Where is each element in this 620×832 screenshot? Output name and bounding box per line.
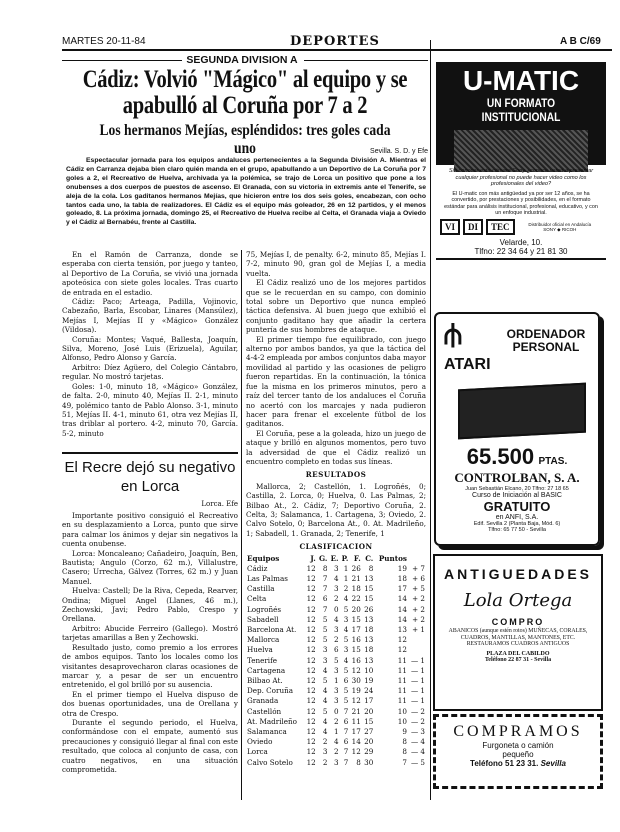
distributor-text: Distribuidor oficial en Andalucía: [528, 221, 592, 227]
table-cell: 16: [351, 655, 361, 665]
table-cell: Cádiz: [247, 563, 268, 573]
paragraph: Huelva: Castell; De la Riva, Cepeda, Rearver, Ondina; Miguel Angel (Llanes, 46 m.), Zechowski, Javi; Pedro Pablo, Crespo y Orellana.: [62, 586, 238, 624]
atari-price: 65.500: [466, 444, 535, 469]
table-cell: — 1: [410, 665, 425, 675]
table-cell: 2: [343, 584, 349, 594]
table-cell: 1: [343, 563, 349, 573]
table-cell: Granada: [247, 696, 279, 706]
ads-divider: [430, 40, 431, 800]
table-cell: 20: [364, 737, 374, 747]
umatic-address: Velarde, 10.: [499, 238, 543, 248]
table-row: [246, 625, 426, 635]
table-cell: 15: [364, 716, 374, 726]
table-cell: 5: [333, 655, 339, 665]
paragraph: Resultado justo, como premio a los errores de ambos equipos. Tanto los locales como los visitantes desaprovecharon claras ocasiones de marcar y, a pesar de ser un encuentro entretenido, el gol brilló por su ausencia.: [62, 642, 238, 690]
antiques-title: ANTIGUEDADES: [443, 566, 592, 582]
viditec-logo-tec: TEC: [486, 219, 515, 235]
table-cell: 26: [351, 563, 361, 573]
table-cell: 5: [322, 676, 328, 686]
table-cell: 17: [351, 727, 361, 737]
table-cell: 27: [364, 727, 374, 737]
paragraph: Importante positivo consiguió el Recreativo en su desplazamiento a Lorca, punto que sirve para calmar los ánimos y dejar sin negativos la cuenta onubense.: [62, 511, 238, 549]
table-cell: 2: [333, 747, 339, 757]
table-cell: 4: [343, 655, 349, 665]
table-cell: 11: [397, 655, 407, 665]
ad-rule: [436, 258, 606, 260]
table-cell: — 4: [410, 737, 425, 747]
paragraph: Lorca: Moncaleano; Cañadeiro, Joaquín, Ben, Bautista; Angulo (Corzo, 62 m.), Villalustre, Casero; Urrecha, Gálvez (Torres, 62 m.) y Juan Manuel.: [62, 548, 238, 586]
table-cell: 17: [364, 696, 374, 706]
header-rule: [62, 49, 612, 51]
atari-where-address: Edif. Sevilla 2 (Planta Baja, Mód. 6): [473, 521, 561, 527]
table-cell: 0: [333, 706, 339, 716]
kicker-rule-right: [304, 60, 428, 61]
table-cell: 19: [397, 563, 407, 573]
column-header: P.: [341, 553, 349, 563]
table-cell: Logroñés: [247, 604, 282, 614]
table-cell: 3: [333, 696, 339, 706]
table-cell: 24: [364, 686, 374, 696]
paragraph: En el primer tiempo el Huelva dispuso de dos buenas oportunidades, una de Orellana y otra de Crespo.: [62, 689, 238, 718]
table-cell: 11: [397, 665, 407, 675]
umatic-subtitle: UN FORMATO INSTITUCIONAL: [481, 96, 561, 124]
atari-logo-icon: ⫛: [444, 318, 462, 351]
table-cell: 3: [322, 645, 328, 655]
computer-image: [458, 383, 586, 440]
table-cell: 18: [397, 574, 407, 583]
antiques-buy: COMPRO: [491, 617, 545, 627]
table-cell: Barcelona At.: [247, 625, 297, 635]
table-cell: Castilla: [247, 584, 275, 594]
table-cell: 12: [306, 706, 316, 716]
table-cell: 0: [333, 604, 339, 614]
table-cell: 15: [351, 614, 361, 624]
column-divider: [241, 250, 242, 800]
table-cell: — 3: [410, 727, 425, 737]
table-cell: 15: [364, 594, 374, 604]
atari-address: Juan Sebastián Elcano, 20 Tlfno: 27 18 65: [465, 486, 569, 492]
table-cell: 8: [402, 747, 407, 757]
column-header: C.: [365, 553, 374, 563]
table-cell: 5: [343, 686, 349, 696]
table-header: [246, 554, 426, 564]
column-header: Puntos: [378, 553, 407, 563]
table-cell: + 2: [412, 614, 425, 624]
table-cell: 30: [351, 676, 361, 686]
table-row: [246, 696, 426, 706]
table-cell: 15: [364, 584, 374, 594]
table-cell: 8: [368, 563, 374, 573]
table-cell: 3: [333, 563, 339, 573]
table-cell: 12: [306, 635, 316, 645]
atari-brand: ATARI: [444, 356, 491, 373]
page-number: A B C/69: [560, 36, 601, 47]
table-cell: Las Palmas: [247, 574, 288, 583]
paragraph: Goles: 1-0, minuto 18, «Mágico» González, de falta. 2-0, minuto 40, Mejías II. 2-1, minuto 49, polémico tanto de Pablo Alonso. 3-1, minuto 51, Mejías II. 4-1, minuto 61, otra vez Mejías II, tras driblar al portero. 4-2, minuto 70, García. 5-2, minuto: [62, 381, 238, 438]
table-row: [246, 758, 426, 768]
table-body: [246, 564, 426, 768]
signature-logo: Lola Ortega: [463, 590, 573, 611]
table-cell: 2: [333, 635, 339, 645]
atari-company: CONTROLBAN, S. A.: [454, 470, 580, 485]
table-cell: 1: [333, 676, 339, 686]
table-cell: Huelva: [247, 645, 273, 655]
table-cell: 20: [351, 604, 361, 614]
table-cell: Mallorca: [247, 635, 280, 645]
table-cell: 6: [343, 716, 349, 726]
table-row: [246, 747, 426, 757]
table-cell: 3: [333, 686, 339, 696]
table-cell: 12: [306, 655, 316, 665]
antiques-ad[interactable]: [433, 554, 603, 711]
column-header: G.: [319, 553, 328, 563]
results-text: Mallorca, 2; Castellón, 1. Logroñés, 0; Castilla, 2. Lorca, 0; Huelva, 0. Las Palmas, 2; Bilbao At., 2. Cádiz, 7; Deportivo Coruña, 2. Celta, 3; Salamanca, 1. Cartagena, 3; Oviedo, 2. Calvo Sotelo, 0; Barcelona At., 0. At. Madrileño, 1; Sabadell, 1. Granada, 2; Tenerife, 1: [246, 481, 426, 538]
table-cell: 4: [322, 686, 328, 696]
compramos-title: COMPRAMOS: [453, 723, 583, 740]
table-cell: 14: [397, 614, 407, 624]
antiques-address: PLAZA DEL CABILDO: [486, 650, 550, 657]
table-row: [246, 615, 426, 625]
atari-where: en ANFI, S.A.: [495, 514, 539, 521]
antiques-phone: Teléfono 22 87 31 - Sevilla: [484, 656, 552, 663]
table-cell: 8: [356, 757, 361, 767]
table-cell: — 1: [410, 676, 425, 686]
table-cell: 12: [306, 604, 316, 614]
recre-headline: El Recre dejó su negativo en Lorca: [64, 459, 236, 495]
table-row: [246, 717, 426, 727]
atari-where-phone: Tlfno: 65 77 50 - Sevilla: [488, 527, 546, 533]
table-cell: 6: [333, 645, 339, 655]
table-cell: 10: [397, 706, 407, 716]
table-cell: 13: [397, 625, 407, 635]
umatic-question: Sin conocer esta cámara Sony ¿conoce usted a presentar cualquier profesional no puede hacer video como los profesionales del video?: [448, 168, 594, 188]
table-cell: — 2: [410, 716, 425, 726]
table-cell: 5: [322, 625, 328, 635]
table-cell: 4: [343, 594, 349, 604]
table-cell: 2: [333, 716, 339, 726]
paragraph: El Cádiz realizó uno de los mejores partidos que se le recuerdan en su campo, con dominio total sobre un Deportivo que nunca empleó táctica defensiva. Al buen juego que exhibió el conjunto gaditano hay que añadir la certera puntería de sus hombres de ataque.: [246, 278, 426, 335]
table-cell: 7: [322, 574, 328, 583]
table-cell: 12: [306, 686, 316, 696]
table-cell: 3: [322, 655, 328, 665]
table-cell: 12: [306, 645, 316, 655]
column-header: Equipos: [247, 553, 280, 563]
viditec-logo-di: DI: [463, 219, 483, 235]
table-row: [246, 727, 426, 737]
table-cell: 3: [343, 614, 349, 624]
table-cell: Calvo Sotelo: [247, 757, 293, 767]
table-cell: 21: [351, 574, 361, 583]
table-cell: + 5: [412, 584, 425, 594]
issue-date: MARTES 20-11-84: [62, 36, 146, 47]
table-cell: 9: [402, 727, 407, 737]
recre-byline: Lorca. Efe: [201, 500, 238, 508]
standings-table: [246, 554, 426, 768]
compramos-city: Sevilla: [540, 759, 566, 768]
table-cell: 19: [364, 676, 374, 686]
table-cell: 10: [397, 716, 407, 726]
table-cell: + 2: [412, 594, 425, 604]
table-cell: 7: [343, 757, 349, 767]
table-cell: 12: [306, 696, 316, 706]
table-row: [246, 676, 426, 686]
umatic-title: U-MATIC: [462, 65, 580, 96]
headline: Cádiz: Volvió "Mágico" al equipo y se apabulló al Coruña por 7 a 2: [82, 66, 408, 119]
table-row: [246, 574, 426, 584]
brand-sony: SONY: [543, 226, 556, 232]
table-cell: Cartagena: [247, 665, 286, 675]
paragraph: El Coruña, pese a la goleada, hizo un juego de ataque y brilló en algunos momentos, pero tuvo la adversidad de que el Cádiz realizó un encuentro completo en todas sus líneas.: [246, 428, 426, 466]
section-rule: [62, 452, 238, 454]
paragraph: Cádiz: Paco; Arteaga, Padilla, Vojinovic, Cabezaño, Barla, Escobar, Linares (Mansúlez), Mejías I, Mejías II y «Mágico» González (Vildosa).: [62, 297, 238, 335]
umatic-body: El U-matic con más antigüedad ya por ser 12 años, se ha convertido, por prestaciones y posibilidades, en el formato estándar para análisis institucional, profesional, educativo, y con un enfoque industrial.: [444, 190, 598, 216]
table-cell: 3: [343, 645, 349, 655]
byline: Sevilla. S. D. y Efe: [370, 148, 428, 155]
table-cell: 3: [333, 665, 339, 675]
table-cell: 15: [351, 645, 361, 655]
table-cell: 1: [343, 574, 349, 583]
table-cell: Salamanca: [247, 727, 287, 737]
table-cell: 2: [322, 737, 328, 747]
table-cell: 11: [351, 716, 361, 726]
table-cell: 12: [306, 737, 316, 747]
table-cell: 12: [306, 716, 316, 726]
table-cell: 12: [351, 696, 361, 706]
table-cell: 2: [333, 594, 339, 604]
subheadline: Los hermanos Mejías, espléndidos: tres goles cada uno: [99, 122, 391, 157]
table-cell: [408, 635, 426, 645]
table-row: [246, 707, 426, 717]
table-cell: 3: [322, 747, 328, 757]
table-cell: 17: [351, 625, 361, 635]
table-cell: Bilbao At.: [247, 676, 283, 686]
table-cell: 14: [351, 737, 361, 747]
table-cell: 5: [322, 635, 328, 645]
table-cell: 2: [322, 757, 328, 767]
table-cell: 7: [322, 604, 328, 614]
standings-title: CLASIFICACION: [299, 542, 373, 552]
table-cell: 12: [306, 574, 316, 583]
paragraph: Durante el segundo periodo, el Huelva, conformándose con el empate, aumentó sus precauciones y consiguió llegar al final con este resultado, que coloca al conjunto de casa, con cuatro negativos, en una situación comprometida.: [62, 717, 238, 774]
table-cell: Sabadell: [247, 614, 279, 624]
atari-currency: PTAS.: [538, 456, 568, 467]
table-cell: 11: [397, 686, 407, 696]
camera-image: [454, 130, 588, 172]
table-cell: + 1: [412, 625, 425, 635]
kicker-rule-left: [62, 60, 182, 61]
table-cell: 11: [397, 696, 407, 706]
paragraph: 75, Mejías I, de penalty. 6-2, minuto 85, Mejías I. 7-2, minuto 90, gran gol de Mejías I, a media vuelta.: [246, 250, 426, 278]
table-cell: — 1: [410, 686, 425, 696]
table-row: [246, 737, 426, 747]
paragraph: Coruña: Montes; Vaqué, Ballesta, Joaquín, Silva, Moreno, José Luis (Erizuela), Aguilar, Alfonso, Pedro Alonso y García.: [62, 334, 238, 363]
table-cell: 12: [306, 665, 316, 675]
table-cell: 8: [402, 737, 407, 747]
table-cell: — 4: [410, 747, 425, 757]
table-cell: 18: [364, 625, 374, 635]
umatic-phone: Tlfno: 22 34 64 y 21 81 30: [474, 247, 568, 257]
table-cell: 7: [322, 584, 328, 594]
table-cell: 4: [322, 665, 328, 675]
table-cell: 10: [364, 665, 374, 675]
table-cell: 7: [402, 757, 407, 767]
brand-ricoh: RICOH: [561, 226, 577, 232]
table-cell: 5: [322, 614, 328, 624]
column-header: [408, 554, 426, 564]
column-header: J.: [310, 553, 316, 563]
table-row: [246, 594, 426, 604]
table-cell: 4: [322, 716, 328, 726]
atari-headline: ORDENADOR PERSONAL: [506, 327, 586, 354]
table-cell: 7: [343, 727, 349, 737]
table-cell: 13: [364, 574, 374, 583]
table-cell: — 2: [410, 706, 425, 716]
table-cell: 5: [343, 604, 349, 614]
recre-article: [62, 511, 238, 774]
table-cell: 12: [397, 635, 407, 645]
table-cell: 6: [343, 737, 349, 747]
table-cell: + 2: [412, 604, 425, 614]
paragraph: El primer tiempo fue equilibrado, con juego alterno por ambos bandos, ya que la táctica del 4-4-2 empleada por ambos conjuntos daba mayor movilidad al partido y las ocasiones de peligro fueron repartidas. En la continuación, la tónica fue la misma en los primeros minutos, pero a raíz del tercer tanto de los andaluces el Coruña no acertó con los marcajes y nada pudieron hacer para frenar el excelente fútbol de los gaditanos.: [246, 334, 426, 429]
table-cell: 7: [343, 706, 349, 716]
table-cell: 12: [306, 747, 316, 757]
table-cell: 1: [333, 727, 339, 737]
table-cell: Tenerife: [247, 655, 278, 665]
table-cell: 6: [322, 594, 328, 604]
table-cell: 18: [351, 584, 361, 594]
table-cell: 12: [306, 727, 316, 737]
table-row: [246, 605, 426, 615]
compramos-phone: Teléfono 51 23 31.: [470, 759, 539, 768]
viditec-logo-vi: VI: [440, 219, 460, 235]
table-cell: Castellón: [247, 706, 282, 716]
table-cell: 12: [306, 614, 316, 624]
table-cell: 12: [306, 625, 316, 635]
table-cell: 4: [333, 574, 339, 583]
table-cell: 4: [322, 727, 328, 737]
table-cell: Celta: [247, 594, 267, 604]
table-row: [246, 584, 426, 594]
table-row: [246, 656, 426, 666]
table-cell: 18: [364, 645, 374, 655]
table-cell: 3: [333, 625, 339, 635]
table-cell: Lorca: [247, 747, 268, 757]
table-cell: At. Madrileño: [247, 716, 298, 726]
table-cell: 4: [333, 737, 339, 747]
table-cell: 5: [343, 696, 349, 706]
table-cell: 4: [333, 614, 339, 624]
table-row: [246, 564, 426, 574]
table-cell: 12: [306, 676, 316, 686]
column-header: E.: [330, 553, 339, 563]
table-row: [246, 635, 426, 645]
table-cell: — 5: [410, 757, 425, 767]
atari-course: Curso de Iniciación al BASIC: [472, 492, 562, 499]
table-cell: 14: [397, 594, 407, 604]
table-cell: — 1: [410, 655, 425, 665]
table-cell: Oviedo: [247, 737, 273, 747]
table-cell: 12: [306, 594, 316, 604]
table-cell: 12: [351, 665, 361, 675]
compramos-line1: Furgoneta o camión: [482, 741, 554, 750]
table-cell: 11: [397, 676, 407, 686]
table-cell: 12: [397, 645, 407, 655]
table-cell: 5: [322, 706, 328, 716]
table-cell: 13: [364, 614, 374, 624]
table-cell: 20: [364, 706, 374, 716]
antiques-items: ABANICOS (aunque estén rotos) MUÑECAS, CORALES, CUADROS, MANTILLAS, MANTONES, ETC. RESTAURAMOS CUADROS ANTIGUOS: [448, 628, 588, 648]
table-row: [246, 645, 426, 655]
table-cell: 3: [333, 584, 339, 594]
table-cell: 8: [322, 563, 328, 573]
table-cell: 29: [364, 747, 374, 757]
compramos-line2: pequeño: [502, 750, 534, 759]
table-cell: 12: [306, 584, 316, 594]
atari-ad[interactable]: [434, 312, 600, 546]
table-cell: + 6: [412, 574, 425, 583]
table-cell: 13: [364, 655, 374, 665]
table-cell: 13: [364, 635, 374, 645]
table-row: [246, 686, 426, 696]
table-cell: 5: [343, 635, 349, 645]
table-cell: 19: [351, 686, 361, 696]
kicker: SEGUNDA DIVISION A: [186, 54, 298, 66]
table-cell: 4: [322, 696, 328, 706]
table-row: [246, 666, 426, 676]
table-cell: 7: [343, 747, 349, 757]
column-header: F.: [353, 553, 361, 563]
table-cell: 4: [343, 625, 349, 635]
table-cell: 21: [351, 706, 361, 716]
table-cell: 6: [343, 676, 349, 686]
paragraph: Arbitro: Díez Agüero, del Colegio Cántabro, regular. No mostró tarjetas.: [62, 362, 238, 382]
table-cell: 16: [351, 635, 361, 645]
table-cell: 26: [364, 604, 374, 614]
table-cell: 12: [306, 563, 316, 573]
intro-paragraph: Espectacular jornada para los equipos andaluces pertenecientes a la Segunda División A. Mientras el Cádiz en Carranza dejaba bien claro quién manda en el grupo, apabullando a un Deportivo de La Coruña por 7 goles a 2, el Recreativo de Huelva, archivada ya la polémica, se trajo de Lorca un positivo que pone a los onubenses a dos cuerpos de puestos de ascenso. El Granada, con su victoria in extremis ante el Tenerife, se aleja de la cola. Los gaditanos hermanos Mejías, que hicieron entre los dos seis goles, encabezan, con ocho tantos cada uno, la tabla de realizadores. El Cádiz es el equipo más goleador, 26 en 12 partidos, y el menos goleado, 8. La próxima jornada, domingo 25, el Recreativo de Huelva recibe al Celta, el Granada viaja a Oviedo y el Cádiz al Bernabéu, frente al Castilla.: [66, 157, 426, 227]
section-title: DEPORTES: [290, 34, 380, 49]
paragraph: Arbitro: Abucide Ferreiro (Gallego). Mostró tarjetas amarillas a Ben y Zechowski.: [62, 623, 238, 643]
compramos-ad[interactable]: [433, 714, 603, 789]
results-title: RESULTADOS: [305, 470, 367, 480]
article-column-2: [246, 250, 426, 768]
table-cell: 3: [333, 757, 339, 767]
paragraph: En el Ramón de Carranza, donde se esperaba con cierta tensión, por juego y tanteo, al Deportivo de La Coruña, se vivió una jornada apoteósica con siete goles locales. Tras cuarto de entrada en el estadio.: [62, 250, 238, 297]
atari-free: GRATUITO: [483, 499, 551, 514]
table-cell: 17: [397, 584, 407, 594]
table-cell: + 7: [412, 563, 425, 573]
table-cell: Dep. Coruña: [247, 686, 293, 696]
umatic-ad[interactable]: U-MATIC UN FORMATO INSTITUCIONAL Sin conocer esta cámara Sony ¿conoce usted a presentar cualquier profesional no puede hacer video como los profesionales del video? El U-matic con más antigüedad ya por ser 12 años, se ha convertido, por prestaciones y posibilidades, en el formato estándar para análisis institucional, profesional, educativo, y con un enfoque industrial. VI DI TEC Distribuidor oficial en Andalucía SONY ◆ RICOH Velarde, 10. Tlfno: 22 34 64 y 21 81 30: [436, 62, 606, 254]
article-column-1: [62, 250, 238, 438]
table-cell: [408, 645, 426, 655]
table-cell: 14: [397, 604, 407, 614]
table-cell: — 1: [410, 696, 425, 706]
table-cell: 30: [364, 757, 374, 767]
table-cell: 5: [343, 665, 349, 675]
table-cell: 12: [306, 757, 316, 767]
table-cell: 22: [351, 594, 361, 604]
table-cell: 12: [351, 747, 361, 757]
